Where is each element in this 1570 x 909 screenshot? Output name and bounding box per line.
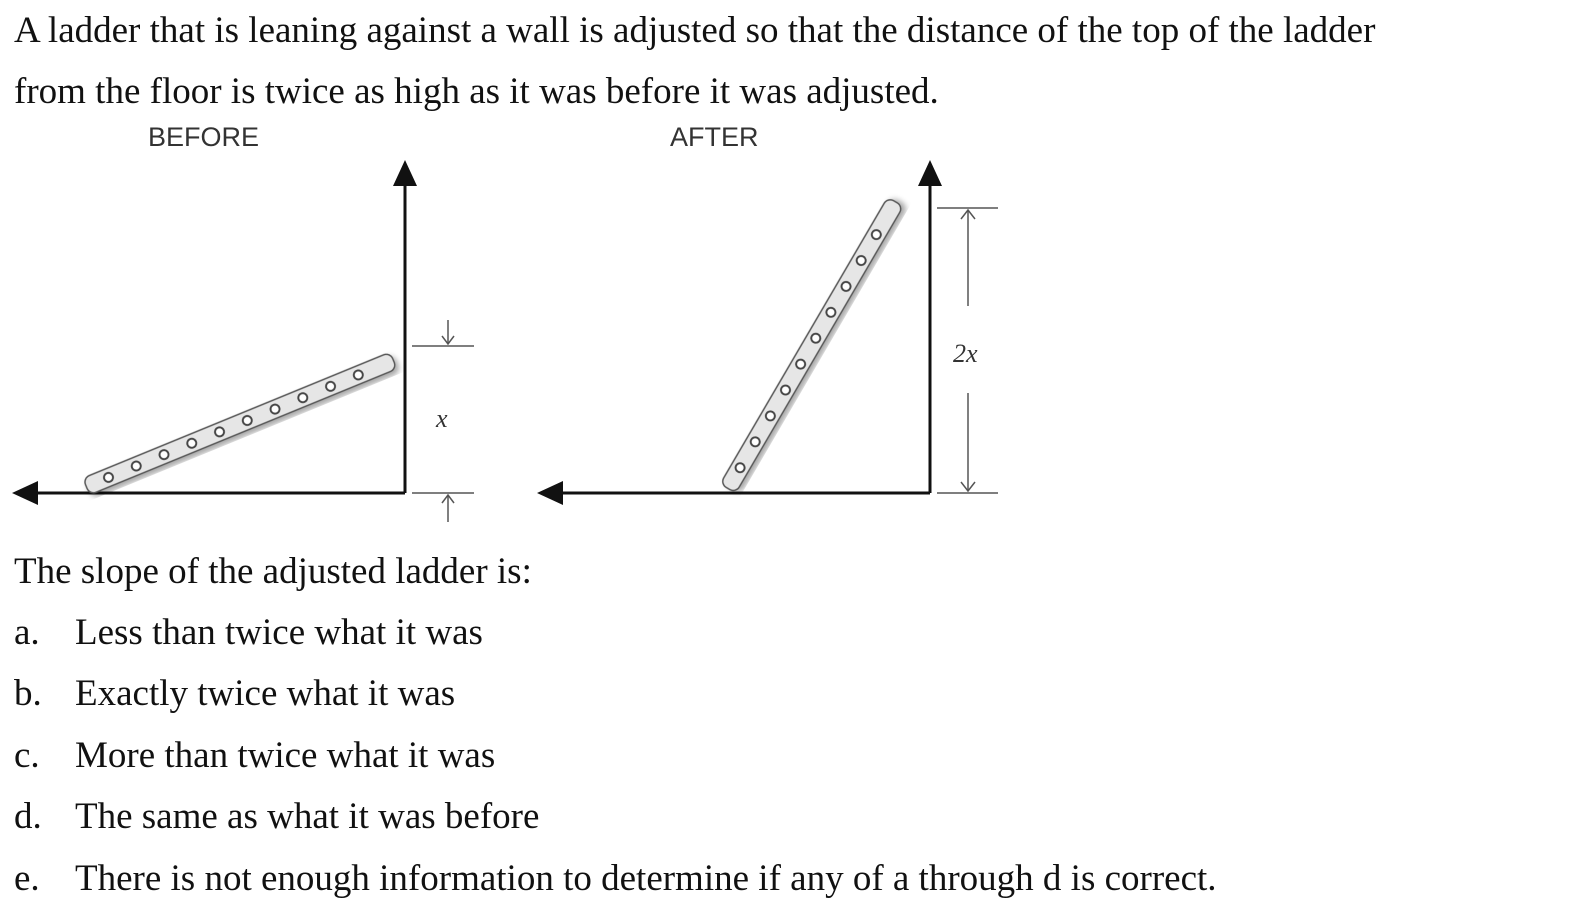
before-floor-axis [12,481,405,505]
problem-line-1: A ladder that is leaning against a wall is adjusted so that the distance of the top of the ladder [14,10,1376,51]
option-letter: b. [14,673,42,715]
option-letter: a. [14,612,40,653]
option-letter: c. [14,734,40,776]
option-d [14,786,1217,847]
problem-line-2: from the floor is twice as high as it was before it was adjusted. [14,71,939,112]
option-text: Exactly twice what it was [75,673,456,715]
option-e [14,848,1217,909]
after-wall-axis [918,160,942,493]
before-wall-axis [393,160,417,493]
before-ladder [83,352,397,495]
problem-statement [14,0,1554,122]
option-text: More than twice what it was [75,734,496,776]
before-label: BEFORE [148,122,260,152]
option-a [14,602,1217,663]
option-text: The same as what it was before [75,796,540,838]
after-height-label: 2x [953,339,978,368]
option-c [14,725,1217,786]
option-text: Less than twice what it was [75,612,483,653]
after-label: AFTER [670,122,759,152]
option-letter: d. [14,796,42,838]
option-letter: e. [14,857,40,899]
answer-options [14,602,1217,909]
question-text: The slope of the adjusted ladder is: [14,551,532,592]
before-height-label: x [436,404,448,433]
ladder-figure [0,108,1040,528]
option-b [14,663,1217,724]
after-ladder [720,197,903,493]
option-text: There is not enough information to determine if any of a through d is correct. [75,857,1217,899]
